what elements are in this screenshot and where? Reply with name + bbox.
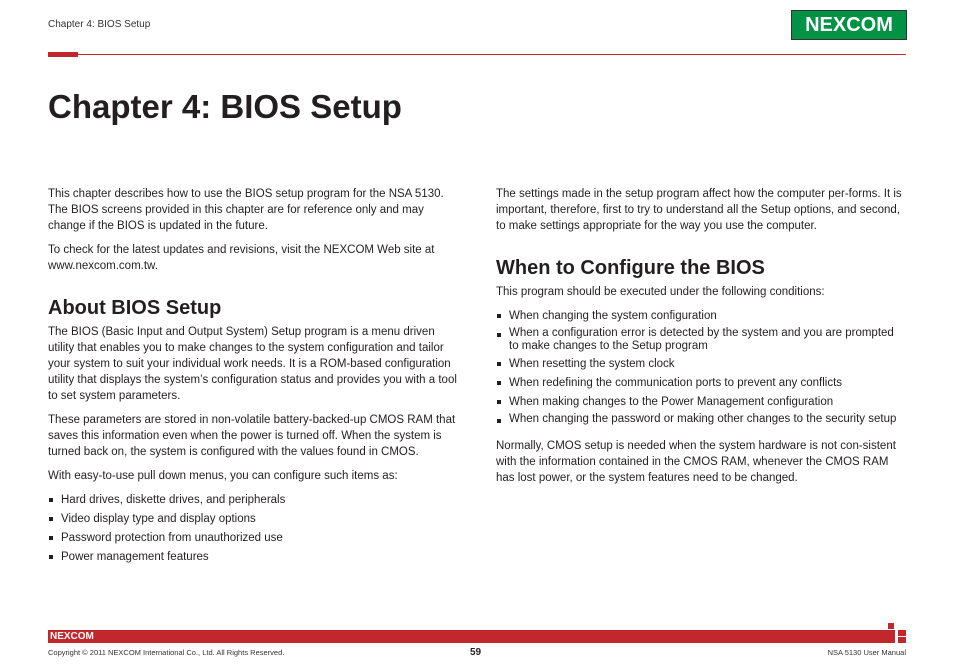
list-item: When a configuration error is detected by the system and you are prompted to make changes to the Setup program (496, 327, 906, 353)
about-bios-heading: About BIOS Setup (48, 297, 222, 319)
conditions-list (496, 308, 906, 426)
page-number: 59 (470, 647, 482, 658)
list-item: Video display type and display options (48, 511, 458, 527)
about-paragraph-2: These parameters are stored in non-volatile battery-backed-up CMOS RAM that saves this information even when the power is turned off. When the system is turned back on, the system is configured with the values found in CMOS. (48, 414, 456, 458)
list-item: When resetting the system clock (496, 356, 906, 372)
footer-logo: NEXCOM (50, 631, 94, 642)
list-item: When changing the system configuration (496, 308, 906, 324)
about-paragraph-1: The BIOS (Basic Input and Output System) Setup program is a menu driven utility that enables you to make changes to the system configuration and tailor your system to suit your individual work needs. It is a ROM-based configuration utility that displays the system’s configuration status and provides you with a tool to set system parameters. (48, 326, 457, 402)
list-item: Hard drives, diskette drives, and peripherals (48, 492, 458, 508)
list-item: When changing the password or making other changes to the security setup (496, 413, 906, 426)
header-accent (48, 52, 78, 57)
footer-square (898, 630, 906, 636)
list-item: Power management features (48, 549, 458, 565)
cmos-paragraph: Normally, CMOS setup is needed when the system hardware is not con-sistent with the information contained in the CMOS RAM, whenever the CMOS RAM has lost power, or the system features need to be changed. (496, 440, 896, 484)
footer-bar (48, 630, 906, 643)
config-items-list (48, 492, 458, 565)
right-column (496, 186, 906, 494)
list-item: Password protection from unauthorized use (48, 530, 458, 546)
list-item: When redefining the communication ports to prevent any conflicts (496, 375, 906, 391)
when-to-configure-heading: When to Configure the BIOS (496, 257, 765, 279)
about-paragraph-3: With easy-to-use pull down menus, you can configure such items as: (48, 470, 398, 482)
intro-paragraph-1: This chapter describes how to use the BIOS setup program for the NSA 5130. The BIOS screens provided in this chapter are for reference only and may change if the BIOS is updated in the future. (48, 188, 444, 232)
conditions-intro: This program should be executed under the following conditions: (496, 286, 825, 298)
nexcom-logo (791, 10, 907, 40)
list-item: When making changes to the Power Management configuration (496, 394, 906, 410)
footer-square (888, 623, 894, 629)
header-rule (48, 54, 906, 55)
footer-copyright: Copyright © 2011 NEXCOM International Co., Ltd. All Rights Reserved. (48, 648, 285, 657)
intro-paragraph-2: To check for the latest updates and revisions, visit the NEXCOM Web site at www.nexcom.com.tw. (48, 244, 435, 272)
footer-square (898, 637, 906, 643)
left-column (48, 186, 458, 573)
settings-paragraph: The settings made in the setup program affect how the computer per-forms. It is important, therefore, first to try to understand all the Setup options, and second, to make settings appropriate for the way you use the computer. (496, 188, 902, 232)
logo-text: NEXCOM (805, 13, 893, 36)
footer-squares (888, 630, 906, 643)
running-header-chapter: Chapter 4: BIOS Setup (48, 19, 151, 30)
footer-manual-name: NSA 5130 User Manual (827, 648, 906, 657)
page-title: Chapter 4: BIOS Setup (48, 88, 402, 125)
